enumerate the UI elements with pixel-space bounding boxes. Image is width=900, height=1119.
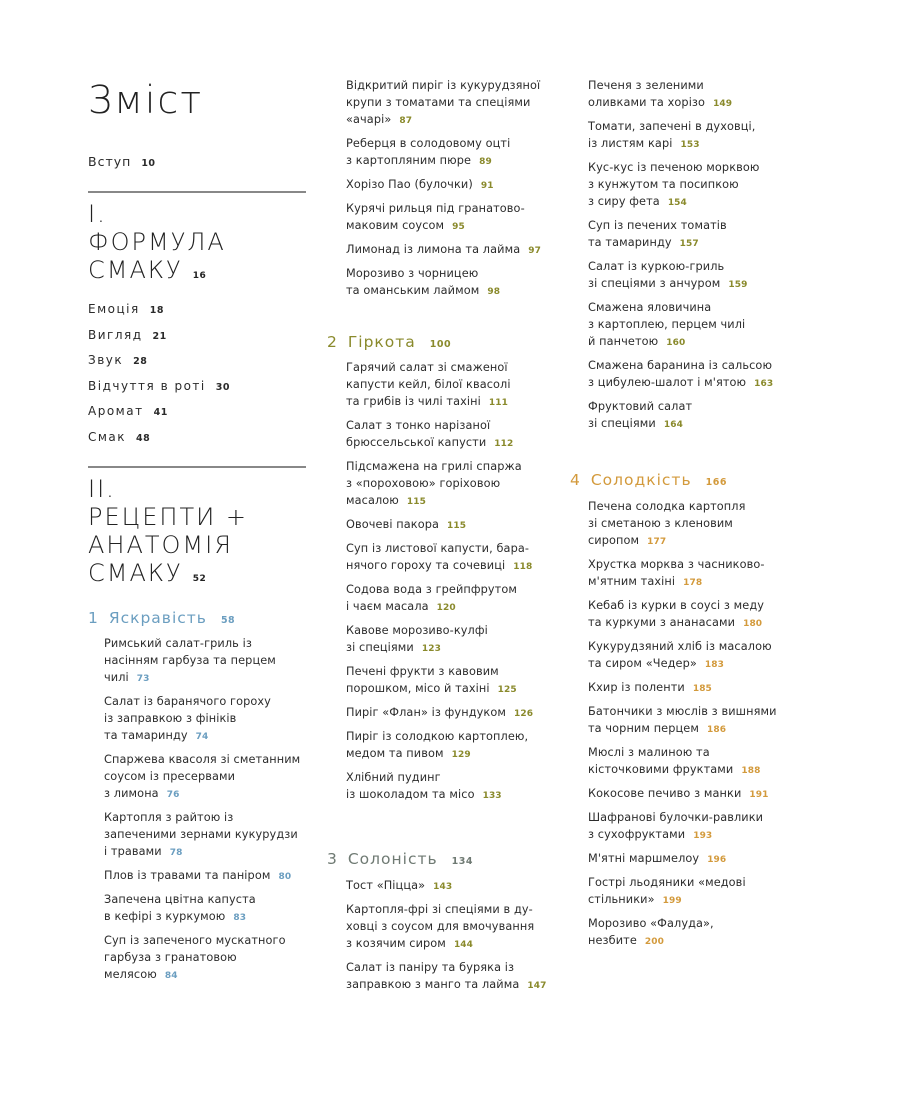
entry-page-number: 147 xyxy=(527,981,547,991)
section-title: Яскравість xyxy=(108,609,207,627)
entry-title-line: Кус-кус із печеною морквою xyxy=(588,161,760,174)
entry-title-line: Спаржева квасоля зі сметанним xyxy=(104,753,301,766)
toc-entry[interactable] xyxy=(346,200,566,236)
entry-title-line: Салат із паніру та буряка із xyxy=(346,961,515,974)
entry-title-line: мелясою xyxy=(104,968,157,981)
sense-label: Смак xyxy=(88,429,127,444)
toc-entry[interactable] xyxy=(346,901,566,954)
entry-title-line: Шафранові булочки-равлики xyxy=(588,811,764,824)
entry-title-line: Кокосове печиво з манки xyxy=(588,787,742,800)
section-page: 58 xyxy=(220,615,236,626)
entry-title-line: й панчетою xyxy=(588,335,659,348)
entry-title-line: та тамаринду xyxy=(104,729,188,742)
entry-page-number: 160 xyxy=(666,338,686,348)
entry-page-number: 200 xyxy=(644,937,664,947)
toc-entry[interactable] xyxy=(346,516,566,535)
entry-page-number: 78 xyxy=(169,848,183,858)
toc-entry[interactable] xyxy=(104,891,314,927)
entry-page-number: 177 xyxy=(647,537,667,547)
toc-entry[interactable] xyxy=(588,299,803,352)
entry-title-line: зі спеціями з анчуром xyxy=(588,277,721,290)
entry-title-line: Реберця в солодовому оцті xyxy=(346,137,511,150)
entry-title-line: з сиру фета xyxy=(588,195,660,208)
sense-item[interactable] xyxy=(88,374,230,400)
toc-entry[interactable] xyxy=(588,556,810,592)
sense-label: Звук xyxy=(88,353,124,367)
toc-entry[interactable] xyxy=(346,265,566,301)
section-page: 166 xyxy=(705,477,727,488)
entry-title-line: та куркуми з ананасами xyxy=(588,616,736,629)
entry-title-line: Тост «Піцца» xyxy=(346,879,426,892)
sense-item[interactable] xyxy=(88,297,230,323)
entry-page-number: 144 xyxy=(453,940,474,950)
toc-entry[interactable] xyxy=(346,176,566,195)
part2-roman: II. xyxy=(88,475,116,503)
entry-page-number: 154 xyxy=(667,198,687,208)
entry-title-line: Печена солодка картопля xyxy=(588,500,746,513)
section-number: 4 xyxy=(570,471,581,489)
sense-item[interactable] xyxy=(88,323,230,349)
part1-line1: ФОРМУЛА xyxy=(88,228,226,256)
entry-title-line: та оманським лаймом xyxy=(346,284,480,297)
entry-title-line: та грибів із чилі тахіні xyxy=(346,395,481,408)
part2-heading[interactable] xyxy=(88,475,248,593)
toc-entry[interactable] xyxy=(588,217,803,253)
entry-title-line: з сухофруктами xyxy=(588,828,686,841)
entry-title-line: заправкою з манго та лайма xyxy=(346,978,520,991)
section-title: Солодкість xyxy=(590,471,692,489)
part1-page: 16 xyxy=(192,271,207,281)
toc-entry[interactable] xyxy=(104,867,314,886)
entry-page-number: 83 xyxy=(233,913,247,923)
entry-page-number: 112 xyxy=(494,439,514,449)
entry-page-number: 143 xyxy=(433,882,453,892)
part2-line3: СМАКУ xyxy=(88,559,183,587)
entry-page-number: 95 xyxy=(452,222,465,232)
entry-title-line: з цибулею-шалот і м'ятою xyxy=(588,376,747,389)
section-3-entries-col3 xyxy=(588,77,803,439)
entry-title-line: масалою xyxy=(346,494,399,507)
entry-title-line: Овочеві пакора xyxy=(346,518,440,531)
entry-title-line: і травами xyxy=(104,845,162,858)
sense-page: 48 xyxy=(136,432,151,444)
entry-title-line: оливками та хорізо xyxy=(588,96,706,109)
entry-title-line: Кхир із поленти xyxy=(588,681,685,694)
entry-page-number: 111 xyxy=(488,398,508,408)
entry-page-number: 157 xyxy=(679,239,699,249)
entry-title-line: Гострі льодяники «медові xyxy=(588,876,746,889)
entry-page-number: 87 xyxy=(399,116,413,126)
entry-page-number: 89 xyxy=(479,157,492,167)
toc-entry[interactable] xyxy=(346,359,566,412)
entry-page-number: 191 xyxy=(749,790,769,800)
toc-entry[interactable] xyxy=(346,728,566,764)
toc-entry[interactable] xyxy=(588,159,803,212)
entry-title-line: з «пороховою» горіховою xyxy=(346,477,501,490)
entry-page-number: 159 xyxy=(728,280,748,290)
entry-title-line: та тамаринду xyxy=(588,236,672,249)
toc-entry[interactable] xyxy=(588,638,810,674)
section-4-entries xyxy=(588,498,810,956)
entry-title-line: Плов із травами та паніром xyxy=(104,869,271,882)
entry-title-line: зі сметаною з кленовим xyxy=(588,517,733,530)
entry-title-line: Салат із куркою-гриль xyxy=(588,260,725,273)
entry-page-number: 84 xyxy=(164,971,178,981)
entry-title-line: Мюслі з малиною та xyxy=(588,746,710,759)
entry-page-number: 126 xyxy=(513,709,534,719)
section-1-entries xyxy=(104,635,314,990)
toc-entry[interactable] xyxy=(104,693,314,746)
entry-page-number: 164 xyxy=(663,420,683,430)
entry-page-number: 74 xyxy=(195,732,209,742)
entry-page-number: 163 xyxy=(754,379,774,389)
entry-page-number: 125 xyxy=(497,685,517,695)
entry-title-line: Хорізо Пао (булочки) xyxy=(346,178,473,191)
toc-entry[interactable] xyxy=(346,458,566,511)
entry-page-number: 186 xyxy=(706,725,727,735)
section-title: Солоність xyxy=(347,850,438,868)
section-3-entries-col2 xyxy=(346,877,566,1000)
toc-entry[interactable] xyxy=(588,77,803,113)
entry-page-number: 76 xyxy=(166,790,180,800)
entry-page-number: 180 xyxy=(743,619,763,629)
entry-title-line: Підсмажена на грилі спаржа xyxy=(346,460,522,473)
entry-title-line: Содова вода з грейпфрутом xyxy=(346,583,517,596)
toc-intro[interactable] xyxy=(88,154,156,169)
entry-title-line: Батончики з мюслів з вишнями xyxy=(588,705,777,718)
entry-page-number: 98 xyxy=(487,287,501,297)
entry-title-line: з козячим сиром xyxy=(346,937,446,950)
entry-title-line: з кунжутом та посипкою xyxy=(588,178,739,191)
entry-title-line: крупи з томатами та спеціями xyxy=(346,96,531,109)
entry-title-line: «ачарі» xyxy=(346,113,392,126)
entry-title-line: Запечена цвітна капуста xyxy=(104,893,256,906)
entry-title-line: та чорним перцем xyxy=(588,722,699,735)
section-1-heading[interactable] xyxy=(88,609,235,627)
section-4-heading[interactable] xyxy=(570,471,727,489)
entry-title-line: із шоколадом та місо xyxy=(346,788,475,801)
entry-title-line: Салат із баранячого гороху xyxy=(104,695,271,708)
toc-entry[interactable] xyxy=(346,77,566,130)
toc-entry[interactable] xyxy=(346,540,566,576)
sense-item[interactable] xyxy=(88,348,230,374)
entry-title-line: та сиром «Чедер» xyxy=(588,657,697,670)
section-number: 3 xyxy=(327,850,338,868)
entry-page-number: 73 xyxy=(136,674,150,684)
toc-entry[interactable] xyxy=(346,241,566,260)
entry-title-line: запеченими зернами кукурудзи xyxy=(104,828,298,841)
entry-page-number: 97 xyxy=(528,246,541,256)
sense-label: Вигляд xyxy=(88,327,143,342)
entry-title-line: М'ятні маршмелоу xyxy=(588,852,700,865)
entry-page-number: 188 xyxy=(741,766,761,776)
toc-entry[interactable] xyxy=(104,751,314,804)
entry-page-number: 80 xyxy=(278,872,292,882)
entry-title-line: кісточковими фруктами xyxy=(588,763,734,776)
section-2-heading[interactable] xyxy=(327,333,451,351)
entry-title-line: Печені фрукти з кавовим xyxy=(346,665,499,678)
part1-roman: I. xyxy=(88,200,107,228)
section-page: 134 xyxy=(451,856,473,867)
toc-entry[interactable] xyxy=(346,417,566,453)
entry-page-number: 196 xyxy=(707,855,727,865)
toc-entry[interactable] xyxy=(104,635,314,688)
entry-title-line: Морозиво «Фалуда», xyxy=(588,917,714,930)
entry-title-line: Кавове морозиво-кулфі xyxy=(346,624,488,637)
entry-title-line: соусом із пресервами xyxy=(104,770,236,783)
toc-entry[interactable] xyxy=(588,498,810,551)
entry-title-line: стільники» xyxy=(588,893,655,906)
entry-title-line: Салат з тонко нарізаної xyxy=(346,419,491,432)
sense-page: 41 xyxy=(153,407,168,418)
entry-page-number: 120 xyxy=(436,603,456,613)
entry-title-line: сиропом xyxy=(588,534,640,547)
toc-entry[interactable] xyxy=(588,850,810,869)
toc-entry[interactable] xyxy=(588,597,810,633)
toc-entry[interactable] xyxy=(346,135,566,171)
entry-title-line: Картопля-фрі зі спеціями в ду- xyxy=(346,903,533,916)
part2-line2: АНАТОМІЯ xyxy=(88,531,233,559)
entry-title-line: Відкритий пиріг із кукурудзяної xyxy=(346,79,541,92)
entry-page-number: 133 xyxy=(482,791,502,801)
toc-entry[interactable] xyxy=(588,785,810,804)
entry-page-number: 153 xyxy=(680,140,700,150)
entry-title-line: Суп із печених томатів xyxy=(588,219,727,232)
entry-title-line: Пиріг «Флан» із фундуком xyxy=(346,706,506,719)
sense-page: 30 xyxy=(215,381,230,393)
toc-entry[interactable] xyxy=(346,959,566,995)
toc-entry[interactable] xyxy=(104,809,314,862)
entry-page-number: 183 xyxy=(704,660,724,670)
entry-title-line: Смажена баранина із сальсою xyxy=(588,359,773,372)
entry-title-line: ховці з соусом для вмочування xyxy=(346,920,535,933)
entry-title-line: Кукурудзяний хліб із масалою xyxy=(588,640,772,653)
toc-entry[interactable] xyxy=(588,357,803,393)
sense-page: 21 xyxy=(152,330,167,342)
entry-page-number: 115 xyxy=(406,497,427,507)
intro-page: 10 xyxy=(141,158,156,169)
entry-title-line: насінням гарбуза та перцем xyxy=(104,654,276,667)
entry-title-line: зі спеціями xyxy=(588,417,656,430)
entry-title-line: і чаєм масала xyxy=(346,600,429,613)
entry-title-line: із заправкою з фініків xyxy=(104,712,237,725)
entry-title-line: м'ятним тахіні xyxy=(588,575,676,588)
entry-title-line: Римський салат-гриль із xyxy=(104,637,252,650)
entry-page-number: 118 xyxy=(513,562,533,572)
sense-label: Емоція xyxy=(88,302,140,316)
section-1-continued-entries xyxy=(346,77,566,306)
entry-page-number: 178 xyxy=(683,578,703,588)
section-title: Гіркота xyxy=(347,333,416,351)
toc-entry[interactable] xyxy=(346,663,566,699)
sense-item[interactable] xyxy=(88,425,230,451)
sense-page: 28 xyxy=(133,356,148,367)
entry-page-number: 129 xyxy=(451,750,471,760)
entry-title-line: із листям карі xyxy=(588,137,673,150)
entry-title-line: з картопляним пюре xyxy=(346,154,472,167)
toc-entry[interactable] xyxy=(346,622,566,658)
entry-page-number: 193 xyxy=(693,831,713,841)
page-title: Зміст xyxy=(88,78,204,122)
entry-title-line: Лимонад із лимона та лайма xyxy=(346,243,521,256)
entry-title-line: Морозиво з чорницею xyxy=(346,267,479,280)
entry-title-line: маковим соусом xyxy=(346,219,445,232)
entry-title-line: Хрустка морква з часниково- xyxy=(588,558,765,571)
entry-page-number: 149 xyxy=(713,99,733,109)
entry-title-line: брюссельської капусти xyxy=(346,436,487,449)
toc-entry[interactable] xyxy=(588,744,810,780)
entry-title-line: Суп із листової капусти, бара- xyxy=(346,542,530,555)
part1-divider xyxy=(88,191,306,193)
toc-entry[interactable] xyxy=(588,679,810,698)
entry-page-number: 91 xyxy=(480,181,494,191)
toc-entry[interactable] xyxy=(346,769,566,805)
entry-title-line: зі спеціями xyxy=(346,641,414,654)
entry-title-line: Хлібний пудинг xyxy=(346,771,441,784)
section-3-heading[interactable] xyxy=(327,850,473,868)
entry-title-line: нячого гороху та сочевиці xyxy=(346,559,506,572)
toc-entry[interactable] xyxy=(588,915,810,951)
toc-entry[interactable] xyxy=(588,398,803,434)
entry-title-line: Фруктовий салат xyxy=(588,400,693,413)
senses-list xyxy=(88,297,230,450)
part2-page: 52 xyxy=(192,574,207,584)
entry-title-line: Пиріг із солодкою картоплею, xyxy=(346,730,529,743)
intro-label: Вступ xyxy=(88,154,132,169)
entry-title-line: капусти кейл, білої квасолі xyxy=(346,378,511,391)
entry-title-line: гарбуза з гранатовою xyxy=(104,951,237,964)
entry-page-number: 115 xyxy=(447,521,467,531)
toc-entry[interactable] xyxy=(588,809,810,845)
entry-page-number: 185 xyxy=(692,684,712,694)
part2-line1: РЕЦЕПТИ + xyxy=(88,503,248,531)
section-page: 100 xyxy=(429,339,452,350)
entry-title-line: медом та пивом xyxy=(346,747,444,760)
sense-item[interactable] xyxy=(88,399,230,425)
entry-title-line: Курячі рильця під гранатово- xyxy=(346,202,525,215)
toc-entry[interactable] xyxy=(346,581,566,617)
toc-entry[interactable] xyxy=(588,258,803,294)
sense-page: 18 xyxy=(149,305,164,316)
entry-title-line: порошком, місо й тахіні xyxy=(346,682,490,695)
part2-divider xyxy=(88,466,306,468)
part1-line2: СМАКУ xyxy=(88,256,183,284)
entry-title-line: Суп із запеченого мускатного xyxy=(104,934,286,947)
toc-entry[interactable] xyxy=(346,704,566,723)
entry-title-line: Смажена яловичина xyxy=(588,301,712,314)
toc-entry[interactable] xyxy=(588,874,810,910)
toc-entry[interactable] xyxy=(104,932,314,985)
entry-title-line: незбите xyxy=(588,934,637,947)
entry-title-line: Гарячий салат зі смаженої xyxy=(346,361,508,374)
entry-title-line: Печеня з зеленими xyxy=(588,79,704,92)
sense-label: Відчуття в роті xyxy=(88,378,206,393)
entry-title-line: з лимона xyxy=(104,787,159,800)
section-2-entries xyxy=(346,359,566,810)
entry-title-line: з картоплею, перцем чилі xyxy=(588,318,746,331)
section-number: 2 xyxy=(327,333,338,351)
part1-heading[interactable] xyxy=(88,200,226,290)
entry-page-number: 123 xyxy=(421,644,441,654)
entry-title-line: Картопля з райтою із xyxy=(104,811,234,824)
entry-title-line: в кефірі з куркумою xyxy=(104,910,226,923)
toc-entry[interactable] xyxy=(588,703,810,739)
entry-title-line: чилі xyxy=(104,671,129,684)
toc-entry[interactable] xyxy=(346,877,566,896)
entry-title-line: Кебаб із курки в соусі з меду xyxy=(588,599,765,612)
entry-page-number: 199 xyxy=(662,896,682,906)
entry-title-line: Томати, запечені в духовці, xyxy=(588,120,756,133)
section-number: 1 xyxy=(88,609,99,627)
toc-entry[interactable] xyxy=(588,118,803,154)
sense-label: Аромат xyxy=(88,404,144,418)
